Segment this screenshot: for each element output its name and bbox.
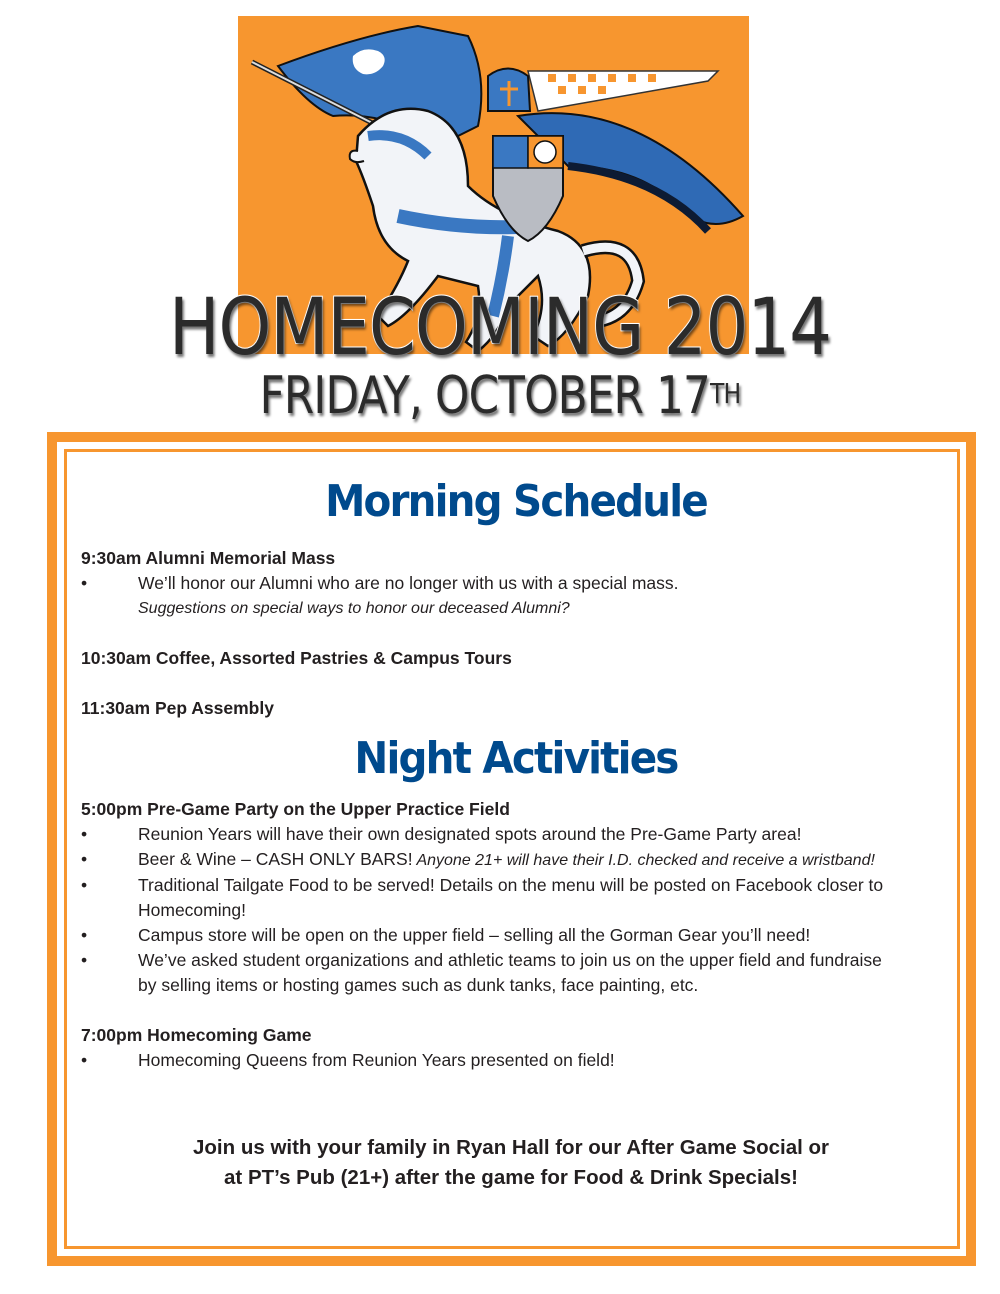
list-item: • We’ll honor our Alumni who are no longer with us with a special mass. (81, 571, 951, 596)
morning-schedule-heading: Morning Schedule (325, 476, 707, 527)
night-event-game (81, 1023, 951, 1073)
morning-event-pep-assembly: 11:30am Pep Assembly (81, 698, 274, 718)
morning-event-coffee: 10:30am Coffee, Assorted Pastries & Campus Tours (81, 648, 512, 668)
bullet-icon: • (81, 1050, 88, 1070)
night-event-pregame (81, 797, 951, 998)
event-note: Suggestions on special ways to honor our deceased Alumni? (138, 600, 570, 617)
event-date-text: FRIDAY, OCTOBER 17 (259, 366, 710, 426)
event-heading: 9:30am Alumni Memorial Mass (81, 548, 336, 568)
morning-event-mass (81, 546, 951, 621)
bullet-icon: • (81, 875, 88, 895)
list-item: • Homecoming Queens from Reunion Years presented on field! (81, 1048, 951, 1073)
list-item (81, 847, 951, 873)
checkered-pennant (528, 71, 718, 111)
bullet-italic-text: Anyone 21+ will have their I.D. checked and receive a wristband! (412, 852, 875, 869)
bullet-icon: • (81, 950, 88, 970)
list-item: • Reunion Years will have their own designated spots around the Pre-Game Party area! (81, 822, 951, 847)
bullet-text: Beer & Wine – CASH ONLY BARS! (138, 849, 413, 869)
event-heading: 7:00pm Homecoming Game (81, 1025, 312, 1045)
list-item: • We’ve asked student organizations and athletic teams to join us on the upper field and fundraise by selling items or hosting games such as dunk tanks, face painting, etc. (81, 948, 951, 998)
event-heading: 5:00pm Pre-Game Party on the Upper Practice Field (81, 799, 510, 819)
event-date (80, 366, 920, 426)
closing-invitation (81, 1133, 941, 1193)
closing-line-1: Join us with your family in Ryan Hall for our After Game Social or (192, 1136, 829, 1159)
event-title: HOMECOMING 2014 (168, 283, 832, 373)
bullet-icon: • (81, 925, 88, 945)
night-activities-heading: Night Activities (354, 733, 678, 784)
closing-line-2: at PT’s Pub (21+) after the game for Food & Drink Specials! (224, 1166, 798, 1189)
bullet-icon: • (81, 824, 88, 844)
event-date-suffix: TH (709, 377, 741, 410)
bullet-icon: • (81, 573, 88, 593)
schedule-content (81, 470, 951, 1073)
bullet-icon: • (81, 849, 88, 869)
list-item: • Campus store will be open on the upper field – selling all the Gorman Gear you’ll need! (81, 923, 951, 948)
list-item: • Traditional Tailgate Food to be served! Details on the menu will be posted on Facebook closer to Homecoming! (81, 873, 951, 923)
